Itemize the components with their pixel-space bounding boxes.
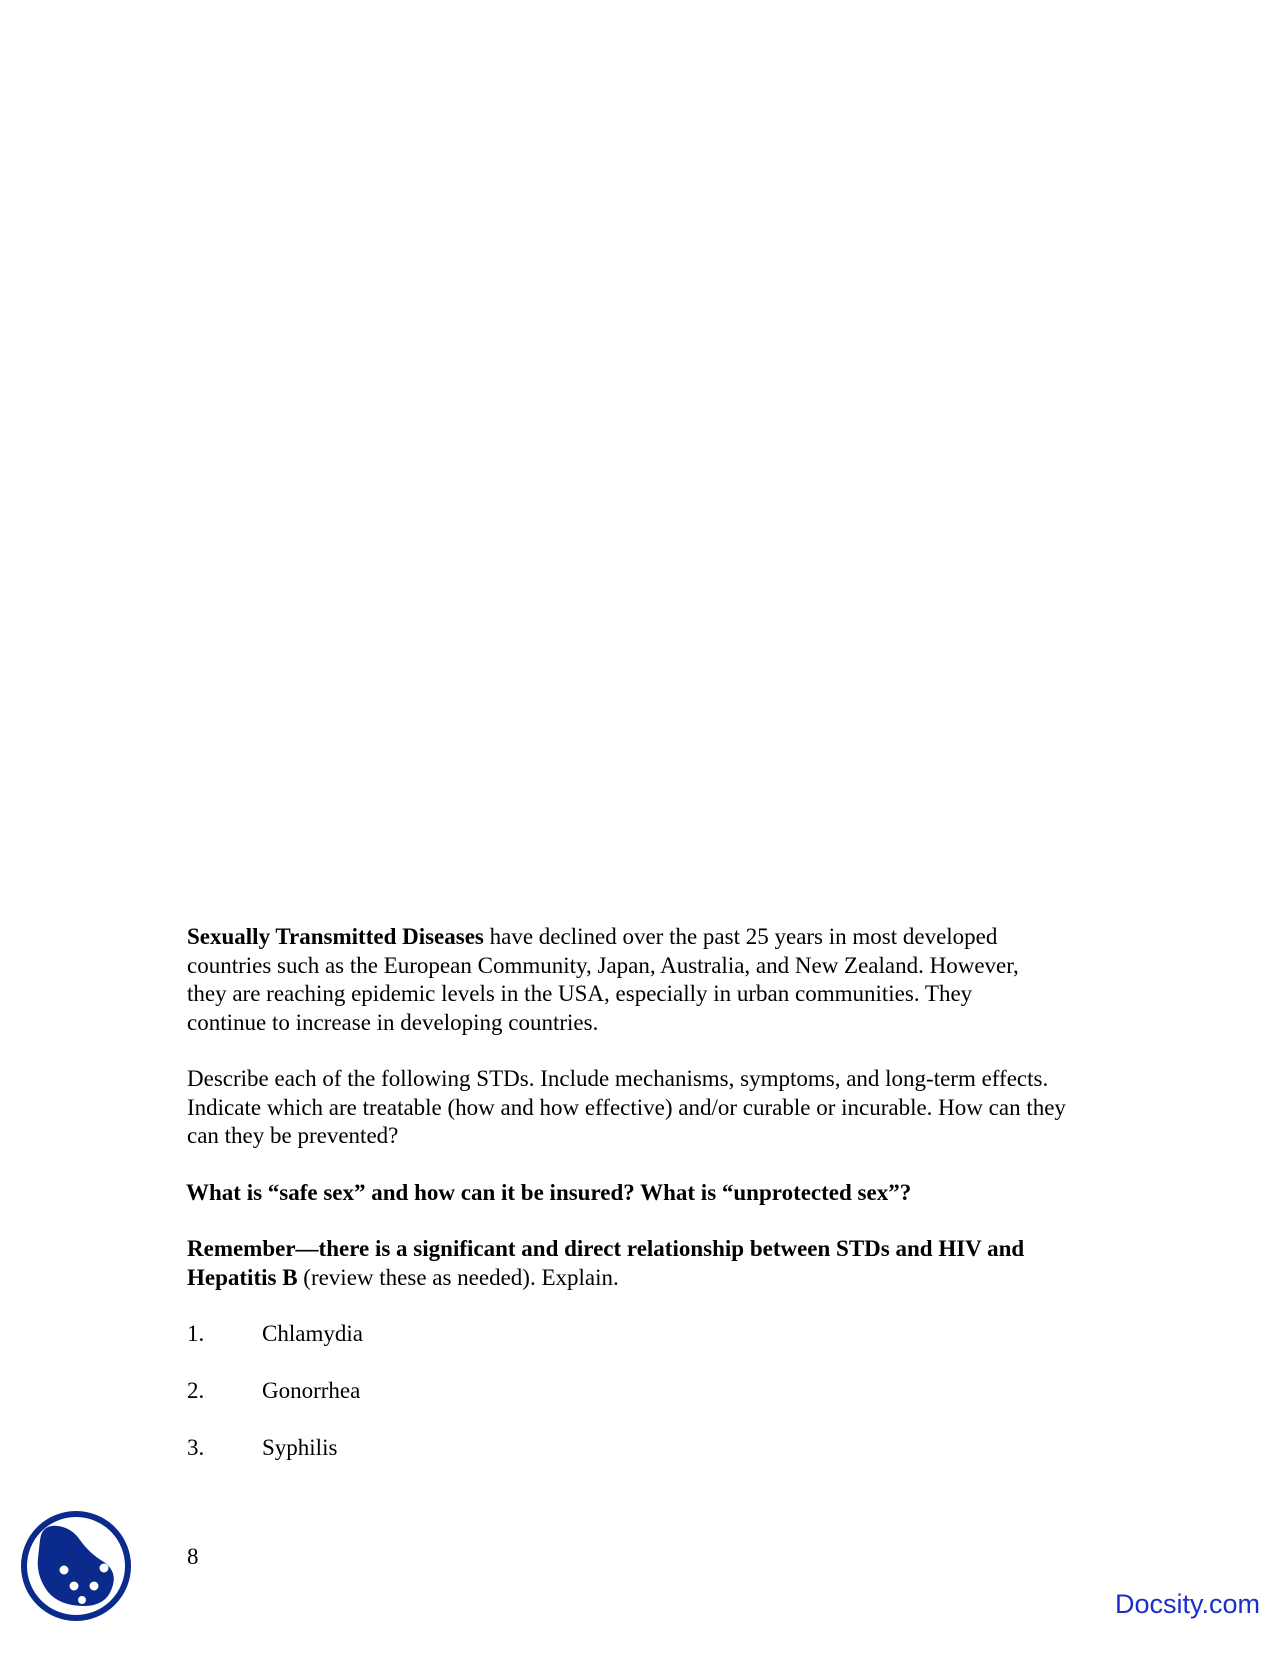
logo-dot	[100, 1564, 109, 1573]
logo-svg	[20, 1510, 132, 1622]
list-item	[187, 1434, 1087, 1463]
intro-paragraph	[187, 923, 1057, 1037]
logo-dot	[60, 1566, 69, 1575]
list-item-name: Gonorrhea	[262, 1378, 361, 1403]
docsity-watermark[interactable]: Docsity.com	[1114, 1589, 1260, 1619]
question-text: What is “safe sex” and how can it be insured? What is “unprotected sex”?	[186, 1179, 912, 1205]
logo-dot	[70, 1582, 79, 1591]
list-item-name: Chlamydia	[262, 1321, 363, 1346]
list-item-number: 1.	[187, 1321, 205, 1346]
reminder-text: (review these as needed). Explain.	[297, 1264, 619, 1290]
page-content	[187, 923, 1087, 1491]
safe-sex-question	[186, 1179, 1087, 1208]
std-list	[187, 1320, 1087, 1463]
docsity-logo-icon[interactable]	[20, 1510, 132, 1622]
list-item	[187, 1320, 1087, 1349]
list-item	[187, 1377, 1087, 1406]
instructions-paragraph	[187, 1065, 1077, 1151]
logo-dot	[78, 1596, 86, 1604]
reminder-paragraph	[187, 1235, 1057, 1292]
list-item-number: 3.	[187, 1435, 205, 1460]
list-item-name: Syphilis	[262, 1435, 338, 1460]
instructions-text: Describe each of the following STDs. Include mechanisms, symptoms, and long-term effects. Indicate which are treatable (how and how effective) and/or curable or incurable. How can they can they be prevented?	[187, 1066, 1066, 1148]
page-number: 8	[187, 1544, 199, 1569]
list-item-number: 2.	[187, 1378, 205, 1403]
logo-dot	[90, 1582, 99, 1591]
intro-text: have declined over the past 25 years in most developed countries such as the European Community, Japan, Australia, and New Zealand. However, they are reaching epidemic levels in the USA, especially in urban communities. They continue to increase in developing countries.	[187, 924, 1019, 1035]
reminder-bold-text: Remember—there is a significant and direct relationship between STDs and HIV and Hepatitis B	[187, 1236, 1025, 1290]
intro-bold-lead: Sexually Transmitted Diseases	[187, 924, 484, 949]
